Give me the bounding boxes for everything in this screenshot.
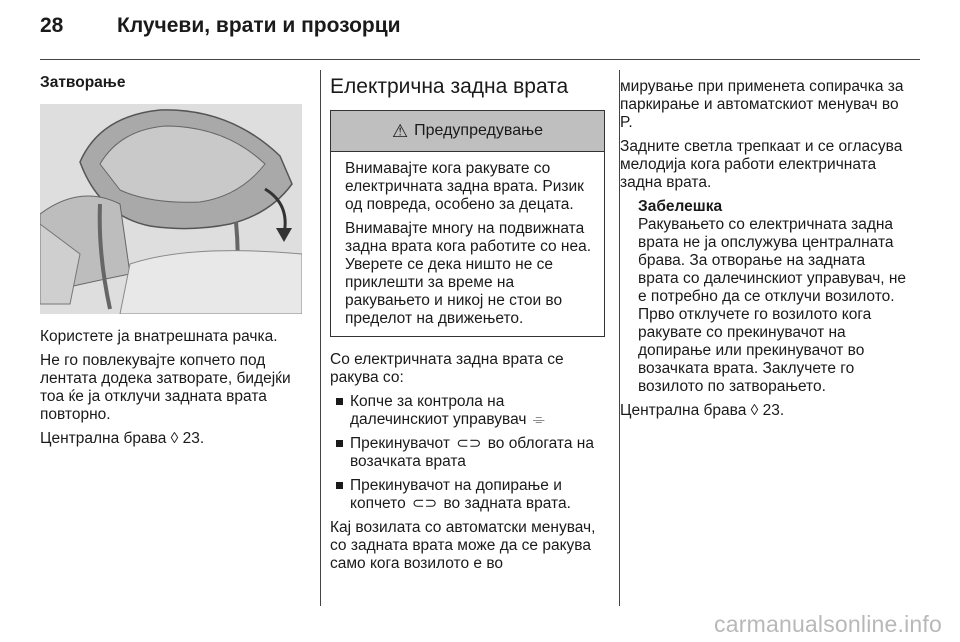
list-item: Копче за контрола на далечинскиот управувач ⌯ bbox=[330, 393, 605, 429]
warning-title: Предупредување bbox=[414, 122, 543, 139]
col3-paragraph-1: мирување при применета сопирачка за паркирање и автоматскиот менувач во P. bbox=[620, 78, 904, 131]
note-heading: Забелешка bbox=[638, 198, 723, 215]
col2-intro: Со електричната задна врата се ракува со: bbox=[330, 351, 564, 386]
list-item: Прекинувачот на допирање и копчето ⊂⊃ во задната врата. bbox=[330, 477, 605, 513]
column-divider-1 bbox=[320, 70, 321, 606]
note-box bbox=[620, 198, 910, 396]
switch-icon: ⊂⊃ bbox=[412, 495, 438, 512]
warning-paragraph-2: Внимавајте многу на подвижната задна врата кога работите со неа. Уверете се дека ништо не се приклешти за време на ракувањето и никој не стои во пределот на движењето. bbox=[345, 220, 592, 327]
note-text: Ракувањето со електричната задна врата не ја опслужува централната брава. За отворање на задната врата со далечинскиот управувач, не е потребно да се отклучи возилото. Прво отклучете го возилото кога ракувате со прекинувачот на допирање или прекинувачот во возачката врата. Заклучете го возилото по затворањето. bbox=[638, 216, 907, 395]
section-heading: Електрична задна врата bbox=[330, 75, 569, 98]
tailgate-illustration bbox=[40, 104, 302, 314]
tailgate-drawing bbox=[40, 104, 302, 314]
col1-paragraph-1: Користете ја внатрешната рачка. bbox=[40, 328, 278, 345]
header-rule bbox=[40, 59, 920, 60]
warning-body bbox=[331, 152, 604, 336]
col3-footer-ref: Централна брава ◊ 23. bbox=[620, 402, 785, 419]
column-2 bbox=[330, 74, 605, 579]
switch-icon: ⊂⊃ bbox=[456, 435, 482, 452]
page-header bbox=[40, 14, 401, 38]
col1-paragraph-2: Не го повлекувајте копчето под лентата додека затворате, бидејќи тоа ќе ја отклучи задната врата повторно. bbox=[40, 352, 291, 423]
column-1 bbox=[40, 74, 306, 454]
col2-closing: Кај возилата со автоматски менувач, со задната врата може да се ракува само кога возилото е во bbox=[330, 519, 596, 572]
remote-key-icon: ⌯ bbox=[532, 411, 545, 428]
chapter-title: Клучеви, врати и прозорци bbox=[117, 14, 401, 37]
operation-list bbox=[330, 393, 605, 513]
closing-subheading: Затворање bbox=[40, 74, 126, 91]
page-number: 28 bbox=[40, 14, 64, 37]
warning-box bbox=[330, 110, 605, 337]
warning-paragraph-1: Внимавајте кога ракувате со електричната задна врата. Ризик од повреда, особено за децата. bbox=[345, 160, 584, 213]
warning-triangle-icon: ⚠ bbox=[392, 121, 409, 141]
warning-header bbox=[331, 111, 604, 152]
col1-paragraph-3: Централна брава ◊ 23. bbox=[40, 430, 205, 447]
site-watermark: carmanualsonline.info bbox=[714, 611, 942, 637]
column-3 bbox=[620, 78, 910, 426]
list-item: Прекинувачот ⊂⊃ во облогата на возачката врата bbox=[330, 435, 605, 471]
col3-paragraph-2: Задните светла трепкаат и се огласува мелодија кога работи електричната задна врата. bbox=[620, 138, 903, 191]
